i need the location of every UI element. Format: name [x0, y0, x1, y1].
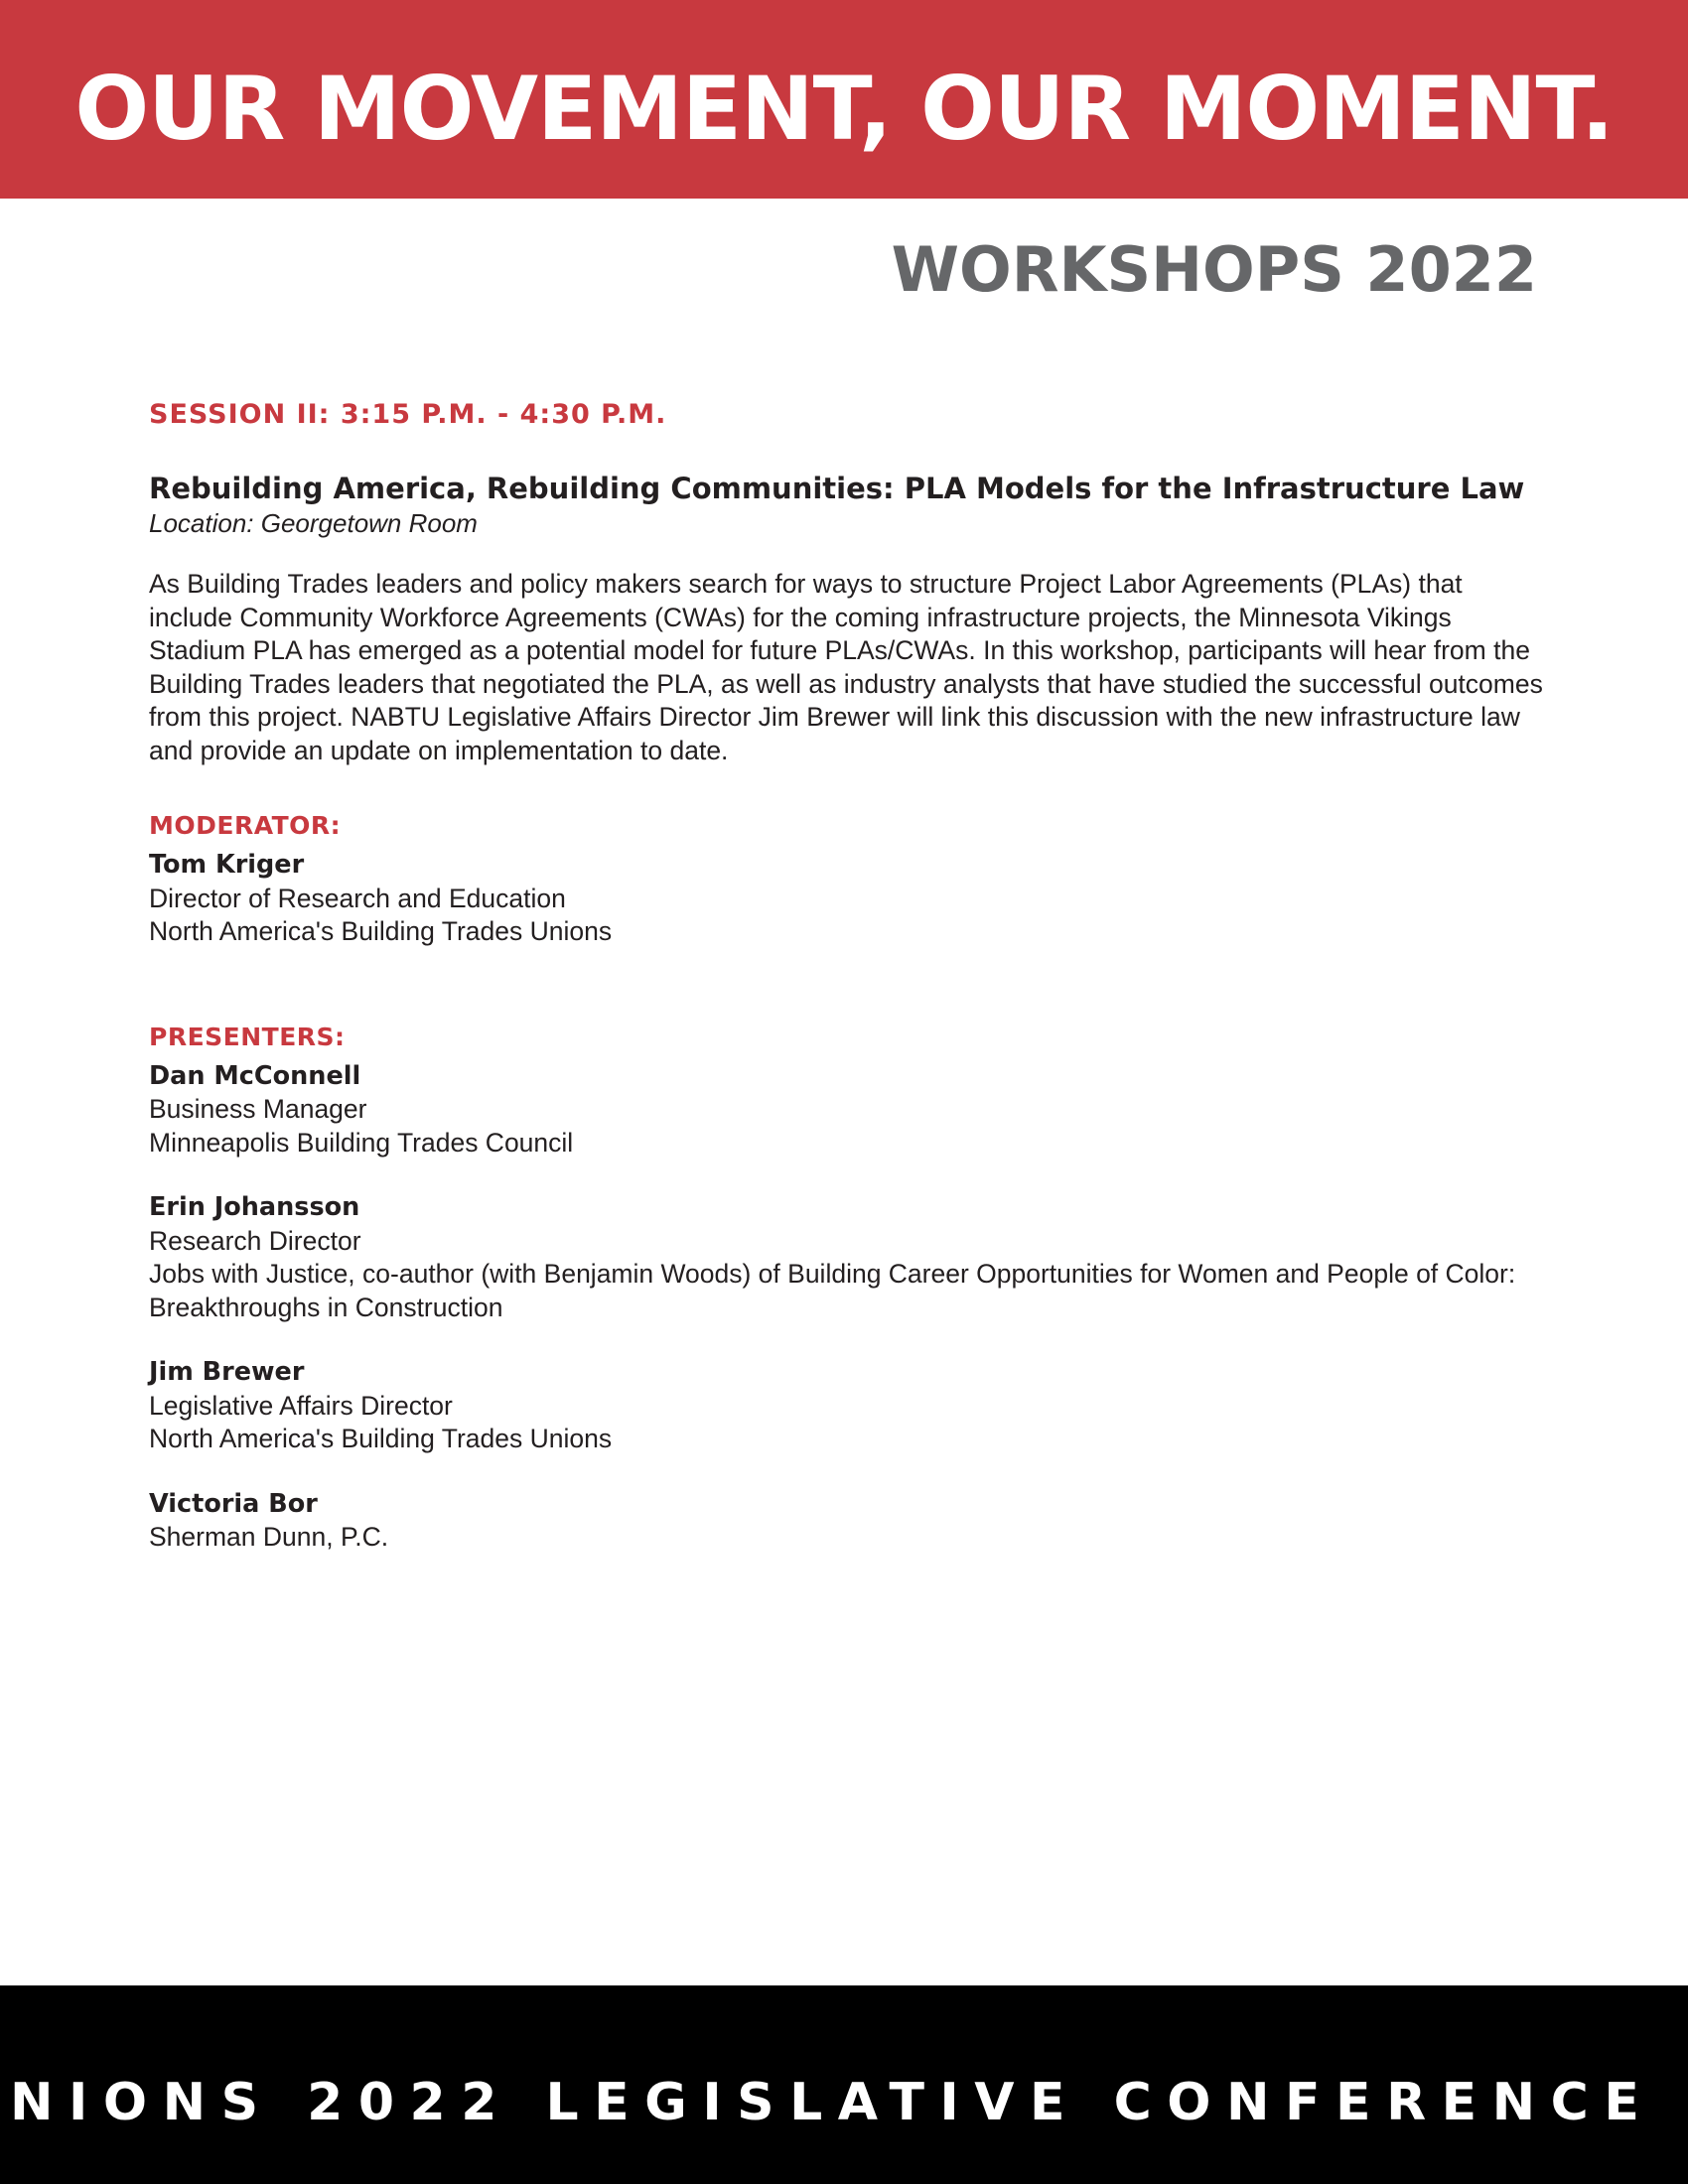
presenter-organization: Jobs with Justice, co-author (with Benjamin Woods) of Building Career Opportunities for Women and People of Color: Breakthroughs in Construction: [149, 1259, 1516, 1322]
footer-banner: [0, 1985, 1688, 2184]
session-heading: SESSION II: 3:15 P.M. - 4:30 P.M.: [149, 399, 667, 430]
presenter-title: Business Manager: [149, 1094, 367, 1124]
presenter-entry: [149, 1060, 1549, 1160]
moderator-title: Director of Research and Education: [149, 883, 566, 913]
workshop-content: [149, 397, 1549, 1555]
presenter-entry: [149, 1488, 1549, 1555]
moderator-name: Tom Kriger: [149, 850, 305, 880]
workshop-location: Location: Georgetown Room: [149, 508, 478, 538]
presenter-entry: [149, 1356, 1549, 1456]
footer-text: NIONS 2022 LEGISLATIVE CONFERENCE: [10, 2073, 1655, 2132]
workshop-description: As Building Trades leaders and policy makers search for ways to structure Project Labor Agreements (PLAs) that include Community Workforce Agreements (CWAs) for the coming infrastructure projects, the Minnesota Vikings Stadium PLA has emerged as a potential model for future PLAs/CWAs. In this workshop, participants will hear from the Building Trades leaders that negotiated the PLA, as well as industry analysts that have studied the successful outcomes from this project. NABTU Legislative Affairs Director Jim Brewer will link this discussion with the new infrastructure law and provide an update on implementation to date.: [149, 569, 1543, 765]
top-banner: [0, 0, 1688, 199]
moderator-entry: [149, 849, 1549, 949]
presenter-name: Dan McConnell: [149, 1060, 361, 1091]
moderator-label: MODERATOR:: [149, 811, 342, 840]
presenter-name: Jim Brewer: [149, 1357, 305, 1387]
presenter-organization: Sherman Dunn, P.C.: [149, 1522, 389, 1552]
presenters-label: PRESENTERS:: [149, 1022, 346, 1051]
workshop-title: Rebuilding America, Rebuilding Communities: PLA Models for the Infrastructure Law: [149, 472, 1525, 505]
moderator-organization: North America's Building Trades Unions: [149, 916, 613, 946]
banner-title: OUR MOVEMENT, OUR MOMENT.: [74, 58, 1614, 160]
presenter-organization: Minneapolis Building Trades Council: [149, 1127, 574, 1158]
presenter-entry: [149, 1191, 1549, 1324]
page-title: WORKSHOPS 2022: [891, 233, 1537, 306]
presenter-name: Erin Johansson: [149, 1192, 360, 1222]
presenter-name: Victoria Bor: [149, 1488, 318, 1519]
presenter-organization: North America's Building Trades Unions: [149, 1424, 613, 1453]
presenter-title: Research Director: [149, 1225, 361, 1256]
presenter-title: Legislative Affairs Director: [149, 1390, 453, 1421]
